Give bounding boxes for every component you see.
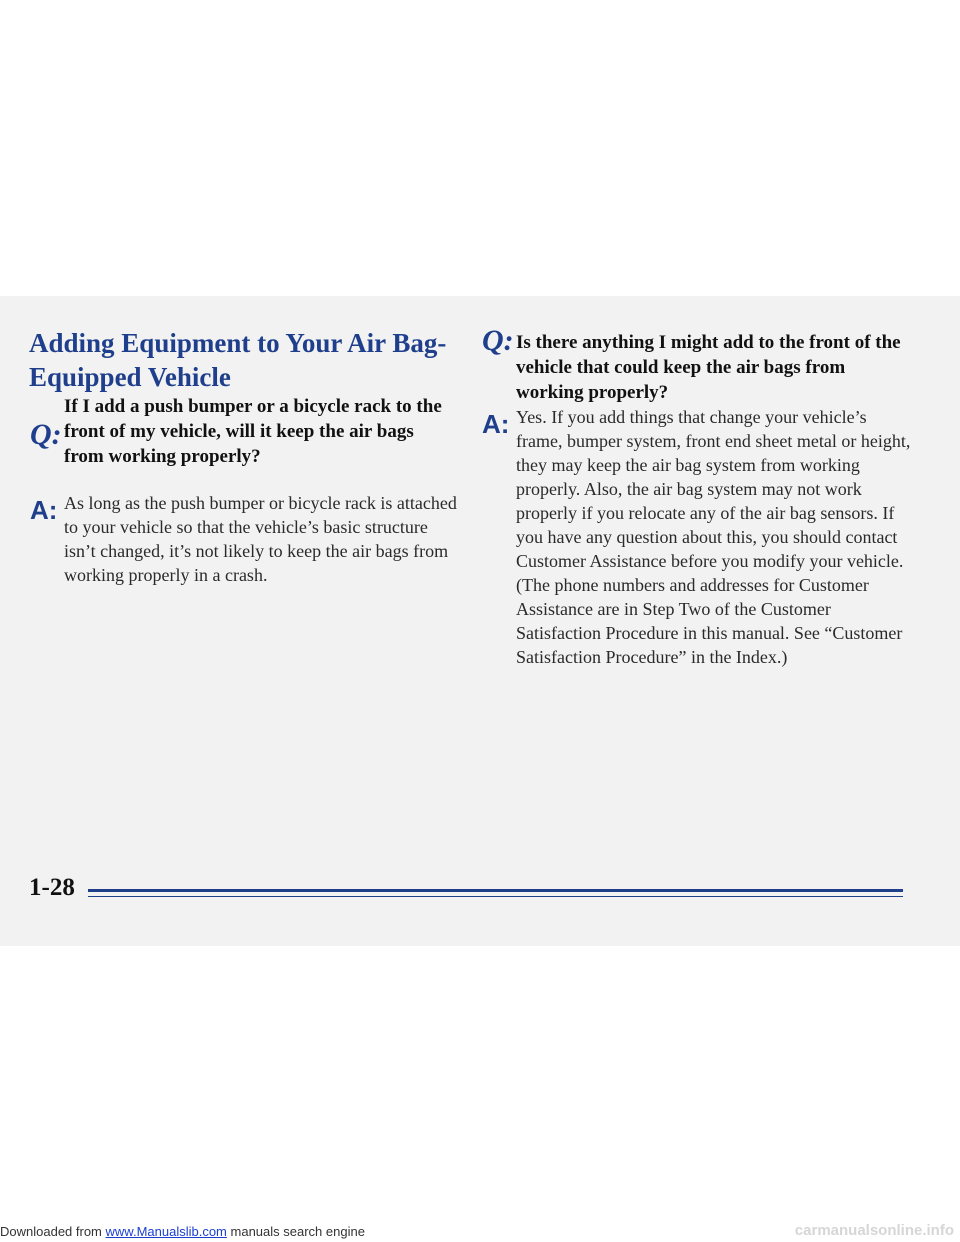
left-question-marker: Q:: [30, 418, 62, 451]
page-number: 1-28: [29, 874, 75, 901]
left-question-text: If I add a push bumper or a bicycle rack to the front of my vehicle, will it keep the air bags from working properly?: [64, 396, 442, 467]
manualslib-link[interactable]: www.Manualslib.com: [105, 1224, 227, 1239]
left-answer-marker: A:: [30, 495, 58, 525]
footer-rule-thin: [88, 896, 903, 897]
footer-rule: [88, 889, 903, 892]
watermark: carmanualsonline.info: [794, 1222, 954, 1239]
section-heading: Adding Equipment to Your Air Bag-Equipped Vehicle: [29, 328, 447, 392]
left-answer-text: As long as the push bumper or bicycle rack is attached to your vehicle so that the vehicle’s basic structure isn’t changed, it’s not likely to keep the air bags from working properly in a crash.: [64, 493, 457, 585]
right-answer-text: Yes. If you add things that change your vehicle’s frame, bumper system, front end sheet metal or height, they may keep the air bag system from working properly. Also, the air bag system may not work properly if you relocate any of the air bag sensors. If you have any question about this, you should contact Customer Assistance before you modify your vehicle. (The phone numbers and addresses for Customer Assistance are in Step Two of the Customer Satisfaction Procedure in this manual. See “Customer Satisfaction Procedure” in the Index.): [516, 407, 911, 667]
right-question-marker: Q:: [482, 324, 514, 357]
right-answer-marker: A:: [482, 409, 510, 439]
right-question-text: Is there anything I might add to the front of the vehicle that could keep the air bags from working properly?: [516, 332, 901, 403]
download-suffix: manuals search engine: [230, 1224, 365, 1239]
download-prefix: Downloaded from: [0, 1224, 102, 1239]
